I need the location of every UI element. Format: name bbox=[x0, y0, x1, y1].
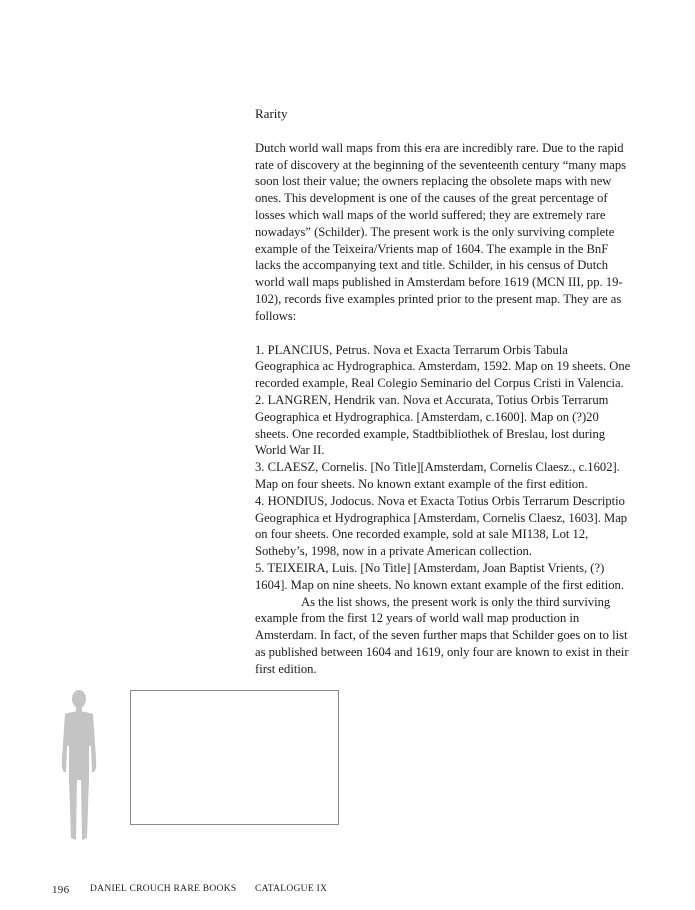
list-item: 5. TEIXEIRA, Luis. [No Title] [Amsterdam, Joan Baptist Vrients, (?) 1604]. Map on nine sheets. No known extant example of the first edition. bbox=[255, 560, 624, 592]
list-item: 1. PLANCIUS, Petrus. Nova et Exacta Terrarum Orbis Tabula Geographica ac Hydrographica. Amsterdam, 1592. Map on 19 sheets. One recorded example, Real Colegio Seminario del Corpus Cristi in Valencia. bbox=[255, 342, 631, 391]
closing-paragraph: As the list shows, the present work is only the third surviving example from the first 12 years of world wall map production in Amsterdam. In fact, of the seven further maps that Schilder goes on to list as published between 1604 and 1619, only four are known to exist in their first edition. bbox=[255, 594, 629, 676]
human-silhouette-icon bbox=[56, 688, 102, 842]
dealer-name: DANIEL CROUCH RARE BOOKS bbox=[90, 884, 237, 894]
examples-list bbox=[255, 342, 635, 594]
list-item: 2. LANGREN, Hendrik van. Nova et Accurata, Totius Orbis Terrarum Geographica et Hydrographica. [Amsterdam, c.1600]. Map on (?)20 sheets. One recorded example, Stadtbibliothek of Breslau, lost during World War II. bbox=[255, 392, 609, 458]
intro-paragraph: Dutch world wall maps from this era are incredibly rare. Due to the rapid rate of discovery at the beginning of the seventeenth century “many maps soon lost their value; the owners replacing the obsolete maps with new ones. This development is one of the causes of the great percentage of losses which wall maps of the world suffered; they are extremely rare nowadays” (Schilder). The present work is the only surviving complete example of the Teixeira/Vrients map of 1604. The example in the BnF lacks the accompanying text and title. Schilder, in his census of Dutch world wall maps published in Amsterdam before 1619 (MCN III, pp. 19-102), records five examples printed prior to the present map. They are as follows: bbox=[255, 140, 627, 323]
map-scale-rectangle bbox=[130, 690, 339, 825]
list-item: 4. HONDIUS, Jodocus. Nova et Exacta Totius Orbis Terrarum Descriptio Geographica et Hydrographica [Amsterdam, Cornelis Claesz, 1603]. Map on four sheets. One recorded example, sold at sale MI138, Lot 12, Sotheby’s, 1998, now in a private American collection. bbox=[255, 493, 628, 559]
article-body bbox=[255, 106, 635, 678]
catalogue-label: CATALOGUE IX bbox=[255, 884, 328, 894]
section-heading: Rarity bbox=[255, 106, 288, 121]
list-item: 3. CLAESZ, Cornelis. [No Title][Amsterdam, Cornelis Claesz., c.1602]. Map on four sheets. No known extant example of the first edition. bbox=[255, 460, 620, 491]
page-number: 196 bbox=[52, 884, 70, 896]
